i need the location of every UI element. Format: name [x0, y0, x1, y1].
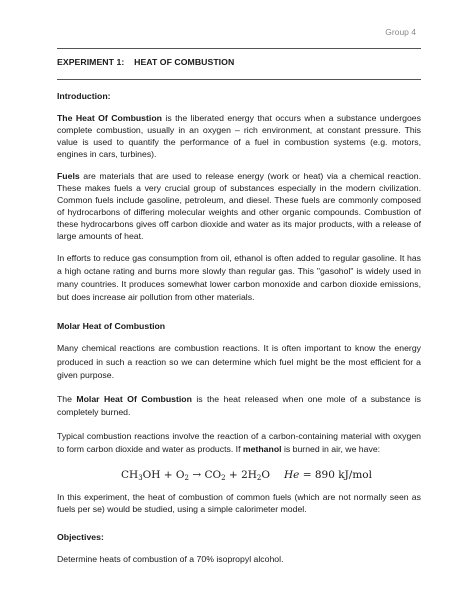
experiment-title: EXPERIMENT 1: HEAT OF COMBUSTION — [57, 57, 235, 67]
term-molar-heat: Molar Heat Of Combustion — [76, 393, 192, 404]
eq-he-label: He — [283, 468, 300, 481]
eq-ch: CH — [121, 468, 139, 481]
eq-h2o-end: O — [261, 468, 270, 481]
top-rule — [57, 48, 421, 49]
term-methanol: methanol — [242, 444, 282, 454]
molar-paragraph-2 — [57, 393, 421, 420]
eq-oh-o: OH + O — [142, 468, 185, 481]
intro-paragraph-1-text: is the liberated energy that occurs when a substance undergoes complete combustion, usually in an oxygen – rich environment, at constant pressure. This value is used to quantify the performance of a fuel in combustion systems (e.g. motors, engines in cars, turbines). — [57, 113, 421, 159]
eq-o2-sub: 2 — [184, 473, 189, 482]
combustion-equation — [121, 469, 421, 481]
intro-paragraph-2 — [57, 170, 421, 242]
eq-ch3-sub: 3 — [138, 473, 143, 482]
term-heat-of-combustion: The Heat Of Combustion — [57, 113, 162, 123]
term-fuels: Fuels — [57, 171, 80, 181]
header-group-label: Group 4 — [385, 27, 416, 37]
title-rule — [57, 79, 421, 80]
objectives-heading: Objectives: — [57, 531, 104, 542]
molar-paragraph-2-text: is the heat released when one mole of a substance is completely burned. — [57, 393, 421, 417]
molar-paragraph-2-pre: The — [57, 393, 77, 404]
molar-paragraph-3-end: is burned in air, we have: — [281, 444, 381, 454]
eq-h2o-sub: 2 — [256, 473, 262, 482]
document-body — [57, 90, 421, 565]
intro-paragraph-1 — [57, 112, 421, 160]
molar-paragraph-1: Many chemical reactions are combustion reactions. It is often important to know the energy produced in such a reaction so we can determine which fuel might be the most efficient for a given purpose. — [57, 343, 421, 380]
molar-paragraph-3-text: Typical combustion reactions involve the reaction of a carbon-containing material with oxygen to form carbon dioxide and water as products. If — [57, 430, 421, 454]
objective-item: Determine heats of combustion of a 70% isopropyl alcohol. — [57, 553, 284, 564]
eq-co2-sub: 2 — [221, 473, 226, 482]
molar-paragraph-3 — [57, 430, 421, 457]
molar-heading: Molar Heat of Combustion — [57, 321, 166, 331]
eq-plus-h: + 2H — [225, 468, 257, 481]
eq-he-value: = 890 kJ/mol — [299, 468, 372, 481]
molar-paragraph-4: In this experiment, the heat of combustion of common fuels (which are not normally seen as fuels per se) would be studied, using a simple calorimeter model. — [57, 491, 421, 514]
eq-arrow-co: → CO — [189, 468, 222, 481]
intro-paragraph-3: In efforts to reduce gas consumption from oil, ethanol is often added to regular gasoline. It has a high octane rating and burns more slowly than regular gas. This "gasohol" is widely used in many countries. It produces somewhat lower carbon monoxide and carbon dioxide emissions, but does increase air pollution from other materials. — [57, 253, 421, 302]
introduction-heading: Introduction: — [57, 91, 111, 101]
intro-paragraph-2-text: are materials that are used to release energy (work or heat) via a chemical reaction. These makes fuels a very crucial group of substances especially in the modern civilization. Common fuels include gasoline, petroleum, and diesel. These fuels are commonly composed of hydrocarbons of differing molecular weights and other organic compounds. Combustion of these hydrocarbons gives off carbon dioxide and water as its major products, with a release of large amounts of heat. — [57, 171, 421, 241]
